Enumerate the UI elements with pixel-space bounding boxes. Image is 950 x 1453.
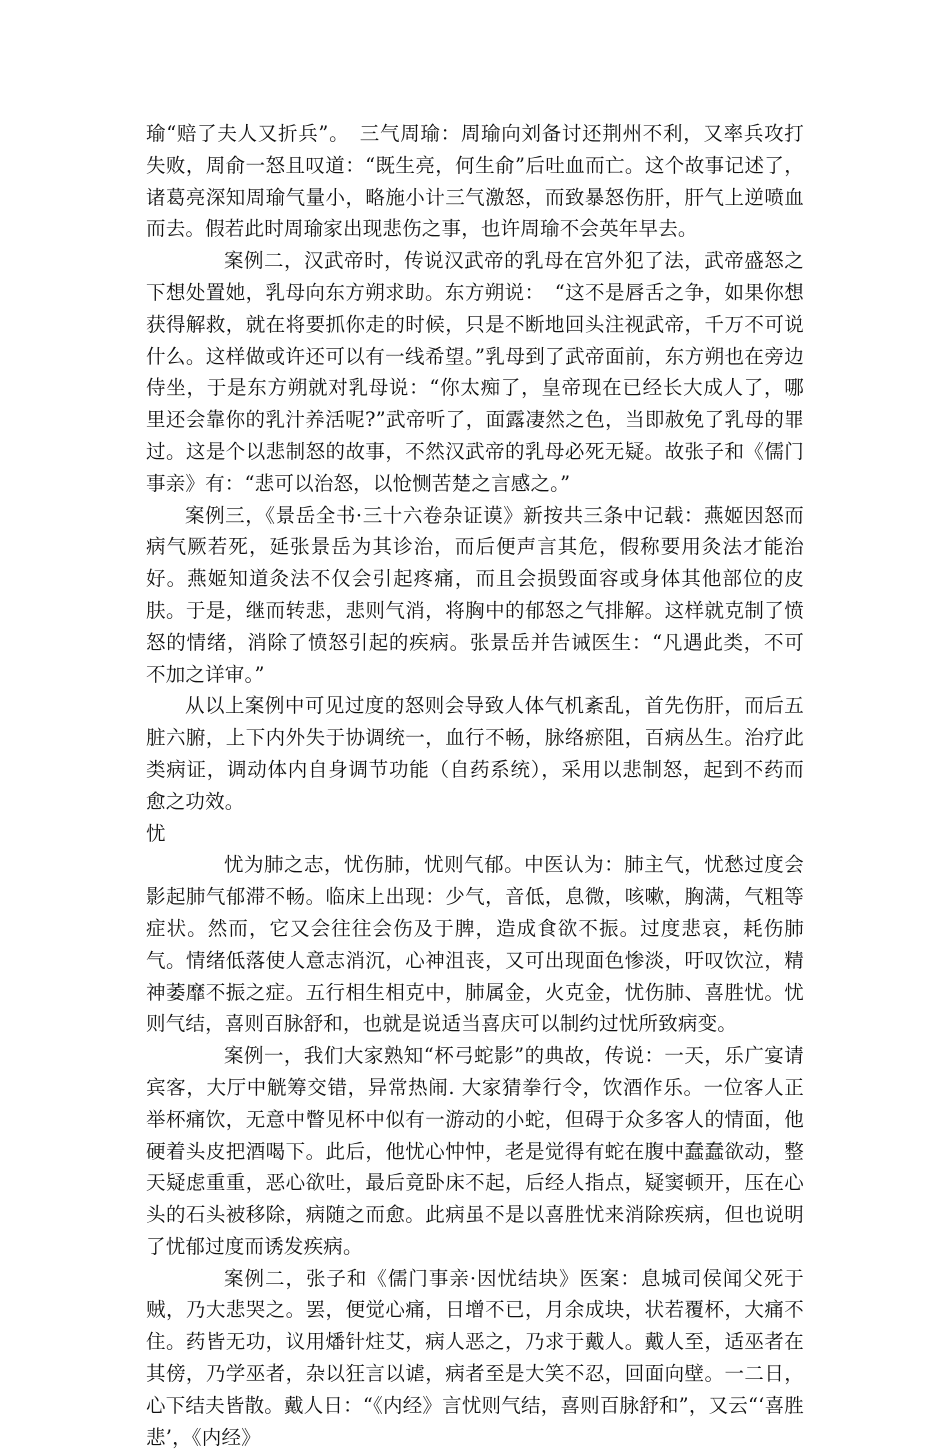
paragraph-anger-summary: 从以上案例中可见过度的怒则会导致人体气机紊乱，首先伤肝，而后五脏六腑，上下内外失于协调统一，血行不畅，脉络瘀阻，百病丛生。治疗此类病证，调动体内自身调节功能（自药系统），采用以悲制怒，起到不药而愈之功效。 [146, 694, 804, 813]
paragraph-case-two-han-wudi: 案例二，汉武帝时，传说汉武帝的乳母在宫外犯了法，武帝盛怒之下想处置她，乳母向东方朔求助。东方朔说： “这不是唇舌之争，如果你想获得解救，就在将要抓你走的时候，只是不断地回头注视武帝，千万不可说什么。这样做或许还可以有一线希望。”乳母到了武帝面前，东方朔也在旁边侍坐，于是东方朔就对乳母说：“你太痴了，皇帝现在已经长大成人了，哪里还会靠你的乳汁养活呢?”武帝听了，面露凄然之色，当即赦免了乳母的罪过。这是个以悲制怒的故事，不然汉武帝的乳母必死无疑。故张子和《儒门事亲》有：“悲可以治怒，以怆恻苦楚之言感之。” [146, 249, 804, 495]
section-heading-worry: 忧 [146, 821, 166, 845]
paragraph-case-three-jingyue: 案例三，《景岳全书·三十六卷杂证谟》新按共三条中记载：燕姬因怒而病气厥若死，延张景岳为其诊治，而后便声言其危，假称要用灸法才能治好。燕姬知道灸法不仅会引起疼痛，而且会损毁面容或身体其他部位的皮肤。于是，继而转悲，悲则气消，将胸中的郁怒之气排解。这样就克制了愤怒的情绪，消除了愤怒引起的疾病。张景岳并告诫医生：“凡遇此类，不可不加之详审。” [146, 503, 804, 686]
paragraph-worry-case-two: 案例二，张子和《儒门事亲·因忧结块》医案：息城司侯闻父死于贼，乃大悲哭之。罢，便觉心痛，日增不已，月余成块，状若覆杯，大痛不住。药皆无功，议用燔针炷艾，病人恶之，乃求于戴人。戴人至，适巫者在其傍，乃学巫者，杂以狂言以谑，病者至是大笑不忍，回面向壁。一二日，心下结夫皆散。戴人日：“《内经》言忧则气结，喜则百脉舒和”，又云“‘喜胜悲’，《内经》 [146, 1266, 804, 1449]
paragraph-worry-intro: 忧为肺之志，忧伤肺，忧则气郁。中医认为：肺主气，忧愁过度会影起肺气郁滞不畅。临床上出现：少气，音低，息微，咳嗽，胸满，气粗等症状。然而，它又会往往会伤及于脾，造成食欲不振。过度悲哀，耗伤肺气。情绪低落使人意志消沉，心神沮丧，又可出现面色惨淡，吁叹饮泣，精神萎靡不振之症。五行相生相克中，肺属金，火克金，忧伤肺、喜胜忧。忧则气结，喜则百脉舒和，也就是说适当喜庆可以制约过忧所致病变。 [146, 853, 804, 1036]
paragraph-zhou-yu: 瑜“赔了夫人又折兵”。 三气周瑜：周瑜向刘备讨还荆州不利，又率兵攻打失败，周俞一怒且叹道：“既生亮，何生俞”后吐血而亡。这个故事记述了，诸葛亮深知周瑜气量小，略施小计三气激怒，而致暴怒伤肝，肝气上逆喷血而去。假若此时周瑜家出现悲伤之事，也许周瑜不会英年早去。 [146, 122, 804, 241]
paragraph-worry-case-one: 案例一，我们大家熟知“杯弓蛇影”的典故，传说：一天，乐广宴请宾客，大厅中觥筹交错，异常热闹. 大家猜拳行令，饮酒作乐。一位客人正举杯痛饮，无意中瞥见杯中似有一游动的小蛇，但碍于众多客人的情面，他硬着头皮把酒喝下。此后，他忧心忡忡，老是觉得有蛇在腹中蠢蠢欲动，整天疑虑重重，恶心欲吐，最后竟卧床不起，后经人指点，疑窦顿开，压在心头的石头被移除，病随之而愈。此病虽不是以喜胜忧来消除疾病，但也说明了忧郁过度而诱发疾病。 [146, 1044, 804, 1258]
